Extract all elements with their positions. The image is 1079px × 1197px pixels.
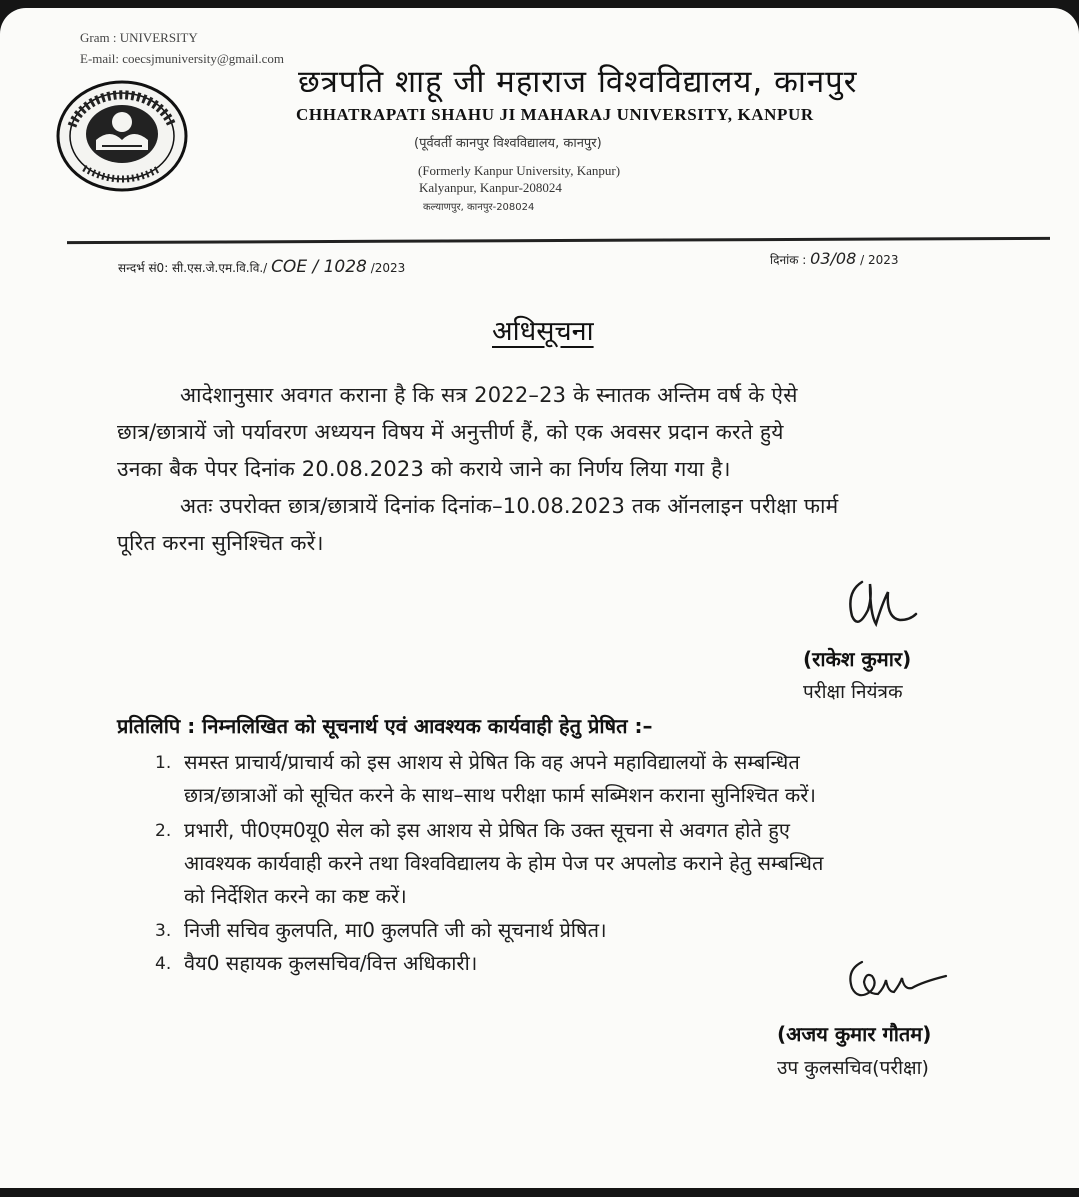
body-line: आदेशानुसार अवगत कराना है कि सत्र 2022–23 के स्नातक अन्तिम वर्ष के ऐसे — [180, 383, 798, 407]
body-line: छात्र/छात्रायें जो पर्यावरण अध्ययन विषय में अनुत्तीर्ण हैं, को एक अवसर प्रदान करते हुये — [117, 420, 784, 444]
university-name-hindi: छत्रपति शाहू जी महाराज विश्वविद्यालय, कानपुर — [298, 64, 858, 100]
email-line: E-mail: coecsjmuniversity@gmail.com — [80, 51, 285, 66]
copy-item-number: 2. — [155, 821, 172, 841]
copy-item-line: वैय0 सहायक कुलसचिव/वित्त अधिकारी। — [184, 951, 478, 975]
body-line: उनका बैक पेपर दिनांक 20.08.2023 को कराये जाने का निर्णय लिया गया है। — [117, 457, 731, 481]
reference-number — [118, 257, 405, 277]
copy-item-line: आवश्यक कार्यवाही करने तथा विश्वविद्यालय के होम पेज पर अपलोड कराने हेतु सम्बन्धित — [184, 851, 824, 875]
body-line: पूरित करना सुनिश्चित करें। — [117, 531, 324, 555]
gram-line: Gram : UNIVERSITY — [80, 30, 198, 45]
document-page — [0, 8, 1079, 1188]
signature-image — [840, 574, 920, 638]
signature-image — [842, 948, 952, 1008]
copy-item-line: को निर्देशित करने का कष्ट करें। — [184, 884, 407, 908]
copy-item-number: 1. — [155, 753, 172, 773]
date-year: / 2023 — [860, 253, 899, 267]
date-handwritten: 03/08 — [810, 249, 857, 268]
formerly-english: (Formerly Kanpur University, Kanpur) — [418, 163, 621, 178]
copy-item-number: 4. — [155, 954, 172, 974]
document-date — [770, 249, 899, 268]
copy-item-line: छात्र/छात्राओं को सूचित करने के साथ–साथ परीक्षा फार्म सब्मिशन कराना सुनिश्चित करें। — [184, 783, 816, 807]
signatory-name: (अजय कुमार गौतम) — [777, 1022, 932, 1046]
formerly-hindi: (पूर्ववर्ती कानपुर विश्वविद्यालय, कानपुर) — [414, 136, 602, 151]
body-line: अतः उपरोक्त छात्र/छात्रायें दिनांक दिनांक–10.08.2023 तक ऑनलाइन परीक्षा फार्म — [180, 494, 839, 518]
reference-year: /2023 — [370, 261, 406, 275]
copy-item-line: समस्त प्राचार्य/प्राचार्य को इस आशय से प्रेषित कि वह अपने महाविद्यालयों के सम्बन्धित — [184, 750, 800, 774]
university-logo — [54, 78, 190, 194]
reference-prefix: सन्दर्भ सं0: सी.एस.जे.एम.वि.वि./ — [118, 261, 268, 275]
copy-item-number: 3. — [155, 921, 172, 941]
address-hindi: कल्याणपुर, कानपुर-208024 — [423, 202, 535, 213]
copy-item-line: प्रभारी, पी0एम0यू0 सेल को इस आशय से प्रेषित कि उक्त सूचना से अवगत होते हुए — [184, 818, 790, 842]
signatory-designation: उप कुलसचिव(परीक्षा) — [777, 1057, 929, 1079]
letterhead-divider — [67, 237, 1050, 244]
university-name-english: CHHATRAPATI SHAHU JI MAHARAJ UNIVERSITY, KANPUR — [296, 105, 814, 124]
notification-heading: अधिसूचना — [492, 316, 594, 347]
signatory-designation: परीक्षा नियंत्रक — [803, 681, 903, 703]
reference-handwritten: COE / 1028 — [271, 257, 367, 277]
address-english: Kalyanpur, Kanpur-208024 — [419, 180, 562, 195]
copy-item-line: निजी सचिव कुलपति, मा0 कुलपति जी को सूचनार्थ प्रेषित। — [184, 918, 607, 942]
date-prefix: दिनांक : — [770, 253, 807, 267]
signatory-name: (राकेश कुमार) — [803, 647, 912, 671]
copy-to-heading: प्रतिलिपि : निम्नलिखित को सूचनार्थ एवं आवश्यक कार्यवाही हेतु प्रेषित :– — [117, 714, 653, 738]
